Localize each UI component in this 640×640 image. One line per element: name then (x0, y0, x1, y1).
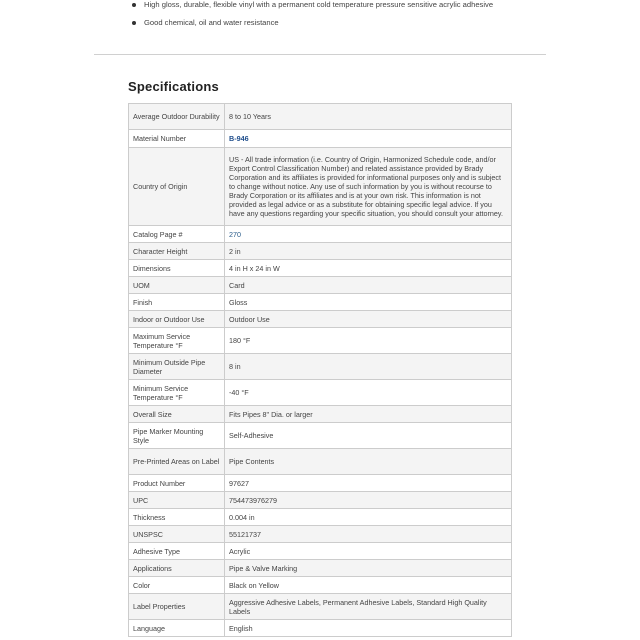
spec-value: Acrylic (225, 543, 512, 560)
material-number-link[interactable]: B-946 (229, 134, 249, 143)
spec-value: 754473976279 (225, 492, 512, 509)
bullet-dot-icon (132, 3, 136, 7)
feature-text: Good chemical, oil and water resistance (144, 18, 279, 27)
spec-label: Minimum Outside Pipe Diameter (129, 354, 225, 380)
spec-label: Product Number (129, 475, 225, 492)
spec-value: -40 °F (225, 380, 512, 406)
spec-value: Black on Yellow (225, 577, 512, 594)
spec-label: Dimensions (129, 260, 225, 277)
catalog-page-link[interactable]: 270 (229, 229, 241, 239)
table-row (129, 354, 512, 380)
spec-value: Self-Adhesive (225, 423, 512, 449)
spec-value (225, 130, 512, 148)
spec-label: Label Properties (129, 594, 225, 620)
spec-label: Average Outdoor Durability (129, 104, 225, 130)
table-row (129, 104, 512, 130)
spec-label: Pre-Printed Areas on Label (129, 449, 225, 475)
table-row (129, 509, 512, 526)
table-row (129, 294, 512, 311)
table-row (129, 594, 512, 620)
spec-value: 180 °F (225, 328, 512, 354)
table-row (129, 406, 512, 423)
specifications-table (128, 103, 512, 637)
table-row (129, 492, 512, 509)
spec-label: Adhesive Type (129, 543, 225, 560)
table-row (129, 243, 512, 260)
spec-label: Maximum Service Temperature °F (129, 328, 225, 354)
table-row (129, 130, 512, 148)
spec-value: 8 to 10 Years (225, 104, 512, 130)
spec-label: UPC (129, 492, 225, 509)
spec-label: Catalog Page # (129, 226, 225, 243)
table-row (129, 449, 512, 475)
table-row (129, 577, 512, 594)
spec-label: Character Height (129, 243, 225, 260)
spec-value: Pipe & Valve Marking (225, 560, 512, 577)
spec-value: Card (225, 277, 512, 294)
table-row (129, 260, 512, 277)
spec-label: Applications (129, 560, 225, 577)
table-row (129, 560, 512, 577)
spec-label: Color (129, 577, 225, 594)
spec-value: 55121737 (225, 526, 512, 543)
spec-label: Country of Origin (129, 148, 225, 226)
table-row (129, 380, 512, 406)
spec-value: Outdoor Use (225, 311, 512, 328)
spec-label: Minimum Service Temperature °F (129, 380, 225, 406)
table-row (129, 475, 512, 492)
spec-label: Overall Size (129, 406, 225, 423)
table-row (129, 526, 512, 543)
spec-value: 97627 (225, 475, 512, 492)
spec-label: Language (129, 620, 225, 637)
spec-value: 2 in (225, 243, 512, 260)
spec-label: Material Number (129, 130, 225, 148)
table-row (129, 311, 512, 328)
spec-value: Aggressive Adhesive Labels, Permanent Adhesive Labels, Standard High Quality Labels (225, 594, 512, 620)
spec-value: Fits Pipes 8" Dia. or larger (225, 406, 512, 423)
bullet-dot-icon (132, 21, 136, 25)
table-row (129, 620, 512, 637)
table-row (129, 543, 512, 560)
spec-value: 8 in (225, 354, 512, 380)
spec-value: Pipe Contents (225, 449, 512, 475)
spec-value: 4 in H x 24 in W (225, 260, 512, 277)
table-row (129, 328, 512, 354)
section-divider (94, 54, 546, 55)
spec-value (225, 226, 512, 243)
spec-label: Finish (129, 294, 225, 311)
spec-label: UNSPSC (129, 526, 225, 543)
table-row (129, 226, 512, 243)
spec-value: US - All trade information (i.e. Country of Origin, Harmonized Schedule code, and/or Export Control Classification Number) and related assistance provided by Brady Corporation and its affiliates is provided for informational purposes only and is subject to change without notice. Any use of such information by you is without recourse to Brady Corporation or its affiliates and is at your own risk. This information is not provided as legal advice or as a substitute for obtaining specific legal advice. If you have any questions regarding your specific situation, you should consult your attorney. (225, 148, 512, 226)
spec-label: Indoor or Outdoor Use (129, 311, 225, 328)
spec-label: Thickness (129, 509, 225, 526)
spec-value: Gloss (225, 294, 512, 311)
feature-item (126, 17, 279, 35)
table-row (129, 423, 512, 449)
section-title: Specifications (128, 79, 219, 94)
feature-text: High gloss, durable, flexible vinyl with a permanent cold temperature pressure sensitive acrylic adhesive (144, 0, 494, 9)
spec-value: English (225, 620, 512, 637)
table-row (129, 277, 512, 294)
spec-value: 0.004 in (225, 509, 512, 526)
feature-item (126, 0, 493, 17)
table-row (129, 148, 512, 226)
spec-label: Pipe Marker Mounting Style (129, 423, 225, 449)
spec-label: UOM (129, 277, 225, 294)
